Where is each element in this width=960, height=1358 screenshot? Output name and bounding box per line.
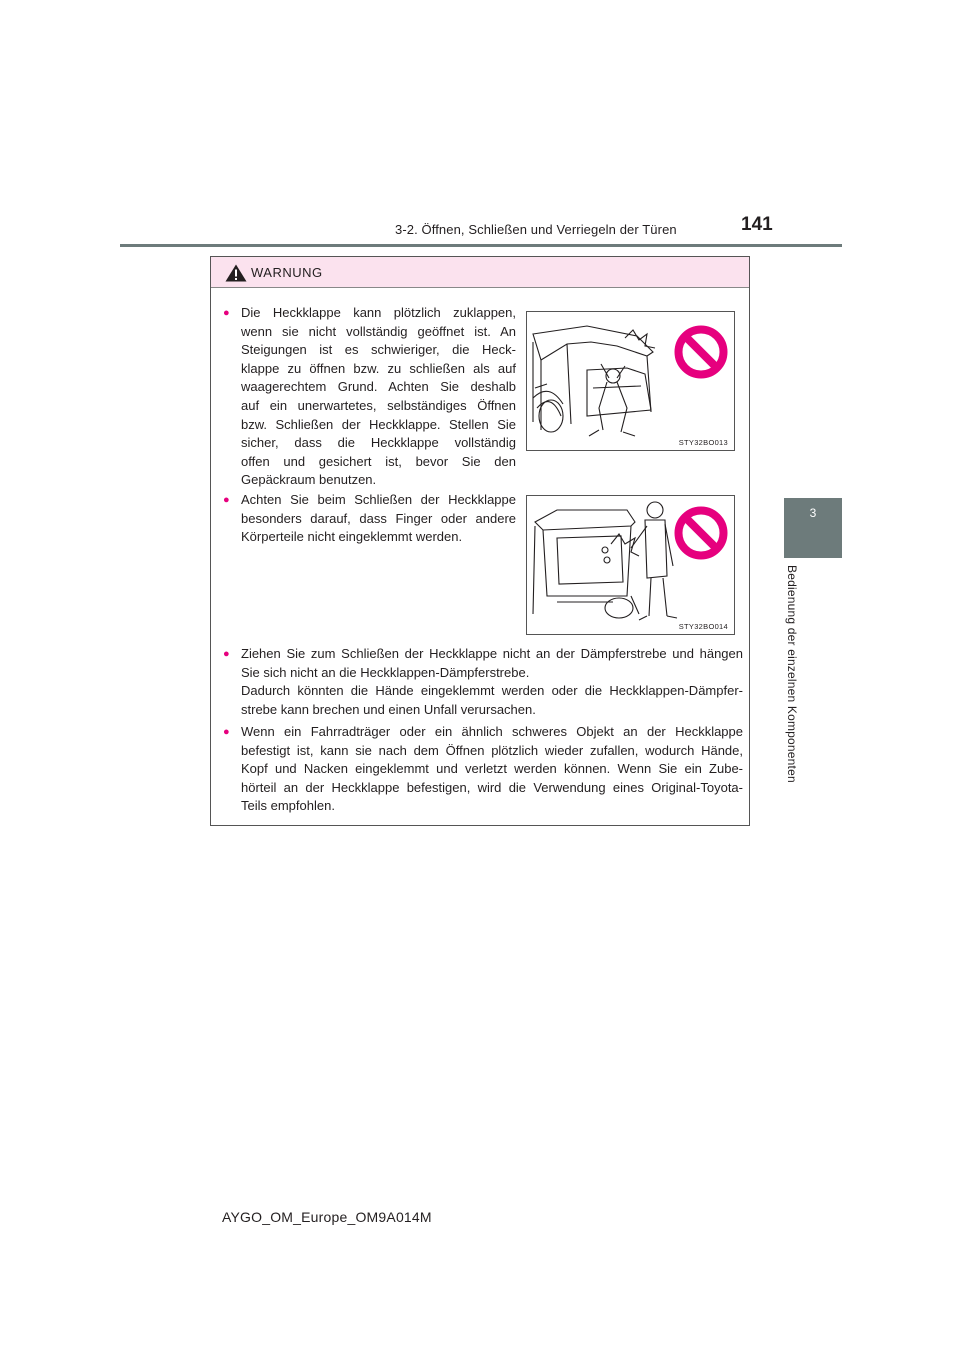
header-section: 3-2. Öffnen, Schließen und Verriegeln der Türen: [395, 222, 677, 237]
warning-paragraph-3: [241, 645, 743, 719]
bullet-marker: ●: [223, 307, 230, 319]
chapter-tab: [784, 498, 842, 558]
chapter-tab-number: 3: [809, 506, 817, 520]
para-line: Dadurch könnten die Hände eingeklemmt werden oder die Heckklappen-Dämpfer-: [241, 683, 743, 699]
warning-paragraph-4: [241, 723, 743, 816]
figure-code: STY32BO013: [678, 438, 728, 447]
para-line: Körperteile nicht eingeklemmt werden.: [241, 529, 463, 545]
warning-paragraph-2: [241, 491, 516, 547]
para-line: Steigungen ist es schwieriger, die Heck-: [241, 342, 516, 358]
warning-title: WARNUNG: [251, 265, 323, 280]
para-line: bzw. Schließen der Heckklappe. Stellen Sie: [241, 416, 516, 432]
chapter-title-text: Bedienung der einzelnen Komponenten: [785, 565, 799, 783]
prohibition-icon: [674, 325, 728, 379]
para-line: hörteil an der Heckklappe befestigen, wird die Verwendung eines Original-Toyota-: [241, 779, 743, 795]
bullet-marker: ●: [223, 648, 230, 660]
para-line: wenn sie nicht vollständig geöffnet ist. An: [241, 323, 516, 339]
header-rule: [120, 244, 842, 247]
para-line: Wenn ein Fahrradträger oder ein ähnlich schweres Objekt an der Heckklappe: [241, 724, 743, 739]
para-line: Sie sich nicht an die Heckklappen-Dämpferstrebe.: [241, 664, 530, 680]
footer-doc-id: AYGO_OM_Europe_OM9A014M: [222, 1209, 432, 1225]
para-line: waagerechtem Grund. Achten Sie deshalb: [241, 379, 516, 395]
warning-box: [210, 256, 750, 826]
para-line: sicher, dass die Heckklappe vollständig: [241, 435, 516, 451]
para-line: Teils empfohlen.: [241, 798, 335, 814]
page-number: 141: [741, 214, 773, 235]
para-line: klappe zu öffnen bzw. zu schließen als auf: [241, 360, 516, 376]
warning-paragraph-1: [241, 304, 516, 490]
bullet-marker: ●: [223, 494, 230, 506]
para-line: besonders darauf, dass Finger oder andere: [241, 510, 516, 526]
para-line: strebe kann brechen und einen Unfall verursachen.: [241, 701, 536, 717]
para-line: Ziehen Sie zum Schließen der Heckklappe nicht an der Dämpferstrebe und hängen: [241, 646, 743, 661]
bullet-marker: ●: [223, 726, 230, 738]
prohibition-icon: [674, 506, 728, 560]
figure-code: STY32BO014: [678, 622, 728, 631]
para-line: Kopf und Nacken eingeklemmt und verletzt werden können. Wenn Sie ein Zube-: [241, 761, 743, 777]
chapter-title: [785, 565, 813, 783]
figure-tailgate-hazard: [526, 311, 735, 451]
para-line: Achten Sie beim Schließen der Heckklappe: [241, 492, 516, 507]
para-line: befestigt ist, kann sie nach dem Öffnen plötzlich wieder zufallen, wodurch Hände,: [241, 742, 743, 758]
para-line: Die Heckklappe kann plötzlich zuklappen,: [241, 305, 516, 320]
para-line: Gepäckraum benutzen.: [241, 472, 377, 488]
para-line: offen und gesichert ist, bevor Sie den: [241, 453, 516, 469]
figure-finger-pinch: [526, 495, 735, 635]
para-line: auf ein unerwartetes, selbständiges Öffnen: [241, 397, 516, 413]
warning-triangle-icon: [225, 264, 247, 282]
warning-header: [211, 257, 749, 288]
